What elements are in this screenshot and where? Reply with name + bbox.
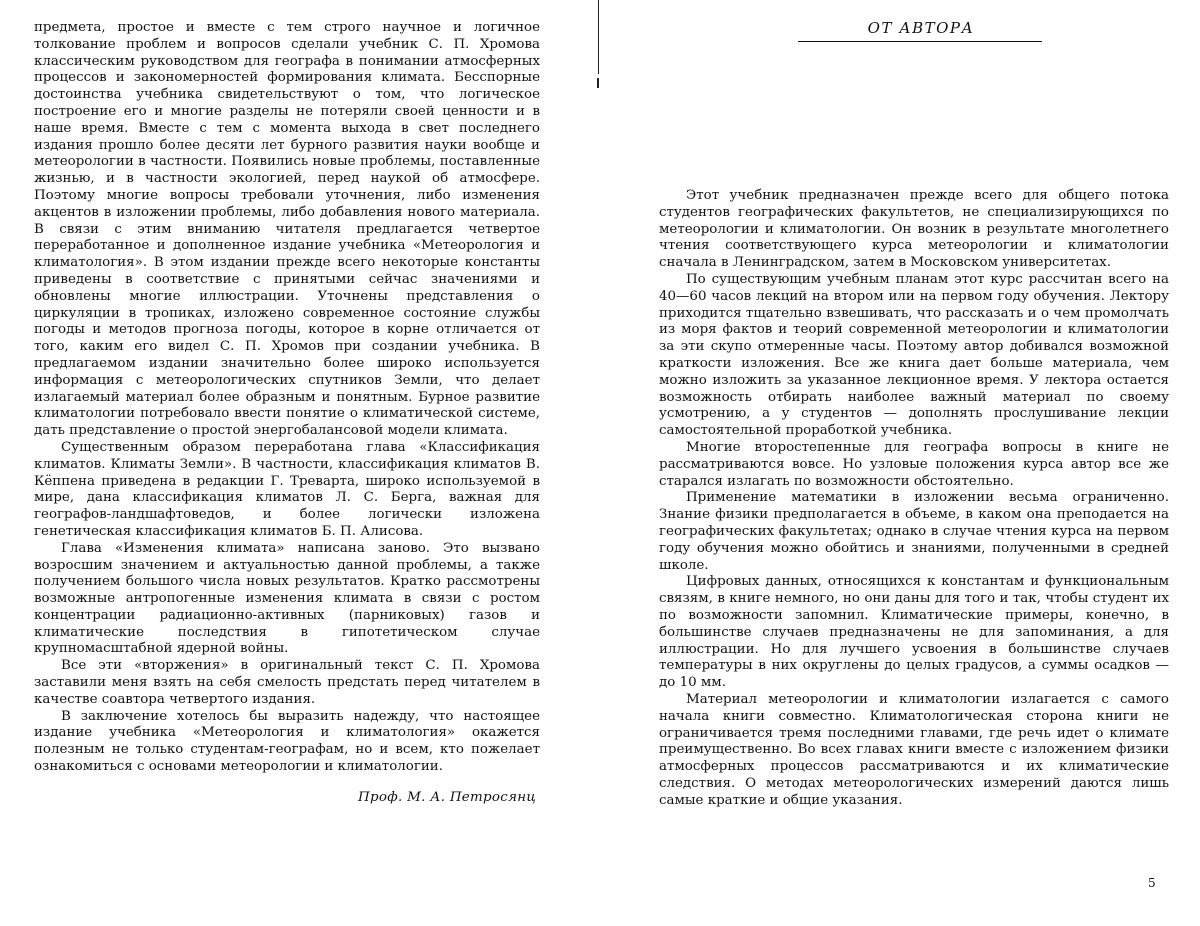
left-paragraph-2: Существенным образом переработана глава «Классификация климатов. Климаты Земли». В частности, классификация климатов В. Кёппена приведена в редакции Г. Треварта, широко используемой в мире, дана классификация климатов Л. С. Берга, важная для географов-ландшафтоведов, и более логически изложена генетическая классификация климатов Б. П. Алисова.: [34, 439, 540, 539]
left-page: [0, 0, 598, 926]
spine-mark: [597, 78, 599, 88]
left-page-text: [34, 20, 540, 807]
right-page-text: [659, 188, 1169, 809]
left-paragraph-3: Глава «Изменения климата» написана заново. Это вызвано возросшим значением и актуальностью данной проблемы, а также получением большого числа новых результатов. Кратко рассмотрены возможные антропогенные изменения климата в связи с ростом концентрации радиационно-активных (парниковых) газов и климатические последствия в гипотетическом случае крупномасштабной ядерной войны.: [34, 540, 540, 657]
right-paragraph-4: Применение математики в изложении весьма ограниченно. Знание физики предполагается в объеме, в каком она преподается на географических факультетах; однако в случае чтения курса на первом году обучения можно обойтись и знаниями, полученными в средней школе.: [659, 490, 1169, 573]
right-paragraph-6: Материал метеорологии и климатологии излагается с самого начала книги совместно. Климатологическая сторона книги не ограничивается тремя последними главами, где речь идет о климате преимущественно. Во всех главах книги вместе с изложением физики атмосферных процессов рассматриваются и их климатические следствия. О методах метеорологических измерений даются лишь самые краткие и общие указания.: [659, 691, 1169, 808]
header-rule: [798, 41, 1042, 42]
spine-divider: [598, 0, 599, 74]
left-paragraph-5: В заключение хотелось бы выразить надежду, что настоящее издание учебника «Метеорология и климатология» окажется полезным не только студентам-географам, но и всем, кто пожелает ознакомиться с основами метеорологии и климатологии.: [34, 708, 540, 775]
right-page: [602, 0, 1200, 926]
page-number: 5: [1148, 876, 1156, 890]
left-paragraph-1: предмета, простое и вместе с тем строго научное и логичное толкование проблем и вопросов сделали учебник С. П. Хромова классическим руководством для географа в понимании атмосферных процессов и закономерностей формирования климата. Бесспорные достоинства учебника свидетельствуют о том, что логическое построение его и многие разделы не потеряли своей ценности и в наше время. Вместе с тем с момента выхода в свет последнего издания прошло более десяти лет бурного развития науки вообще и метеорологии в частности. Появились новые проблемы, поставленные жизнью, и в частности экологией, перед наукой об атмосфере. Поэтому многие вопросы требовали уточнения, либо изменения акцентов в изложении проблемы, либо добавления нового материала. В связи с этим вниманию читателя предлагается четвертое переработанное и дополненное издание учебника «Метеорология и климатология». В этом издании прежде всего некоторые константы приведены в соответствие с принятыми сейчас значениями и обновлены многие иллюстрации. Уточнены представления о циркуляции в тропиках, изложено современное состояние службы погоды и методов прогноза погоды, которое в корне отличается от того, каким его видел С. П. Хромов при создании учебника. В предлагаемом издании значительно более широко используется информация с метеорологических спутников Земли, что делает излагаемый материал более образным и понятным. Бурное развитие климатологии потребовало ввести понятие о климатической системе, дать представление о простой энергобалансовой модели климата.: [34, 20, 540, 439]
section-header: ОТ АВТОРА: [867, 19, 975, 37]
left-paragraph-4: Все эти «вторжения» в оригинальный текст С. П. Хромова заставили меня взять на себя смелость предстать перед читателем в качестве соавтора четвертого издания.: [34, 658, 540, 707]
right-paragraph-3: Многие второстепенные для географа вопросы в книге не рассматриваются вовсе. Но узловые положения курса автор все же старался излагать по возможности обстоятельно.: [659, 439, 1169, 489]
signature: Проф. М. А. Петросянц: [358, 789, 536, 805]
right-paragraph-1: Этот учебник предназначен прежде всего для общего потока студентов географических факультетов, не специализирующихся по метеорологии и климатологии. Он возник в результате многолетнего чтения соответствующего курса метеорологии и климатологии сначала в Ленинградском, затем в Московском университетах.: [659, 188, 1169, 271]
right-paragraph-5: Цифровых данных, относящихся к константам и функциональным связям, в книге немного, но они даны для того и так, чтобы студент их по возможности запомнил. Климатические примеры, конечно, в большинстве случаев предназначены не для запоминания, а для иллюстрации. Но для лучшего усвоения в большинстве случаев температуры в них округлены до целых градусов, а суммы осадков — до 10 мм.: [659, 574, 1169, 691]
right-paragraph-2: По существующим учебным планам этот курс рассчитан всего на 40—60 часов лекций на втором или на первом году обучения. Лектору приходится тщательно взвешивать, что рассказать и о чем промолчать из моря фактов и теорий современной метеорологии и климатологии за эти скупо отмеренные часы. Поэтому автор добивался возможной краткости изложения. Все же книга дает больше материала, чем можно изложить за указанное лекционное время. У лектора остается возможность отбирать наиболее важный материал по своему усмотрению, а у студентов — дополнять прослушивание лекции самостоятельной проработкой учебника.: [659, 271, 1169, 439]
